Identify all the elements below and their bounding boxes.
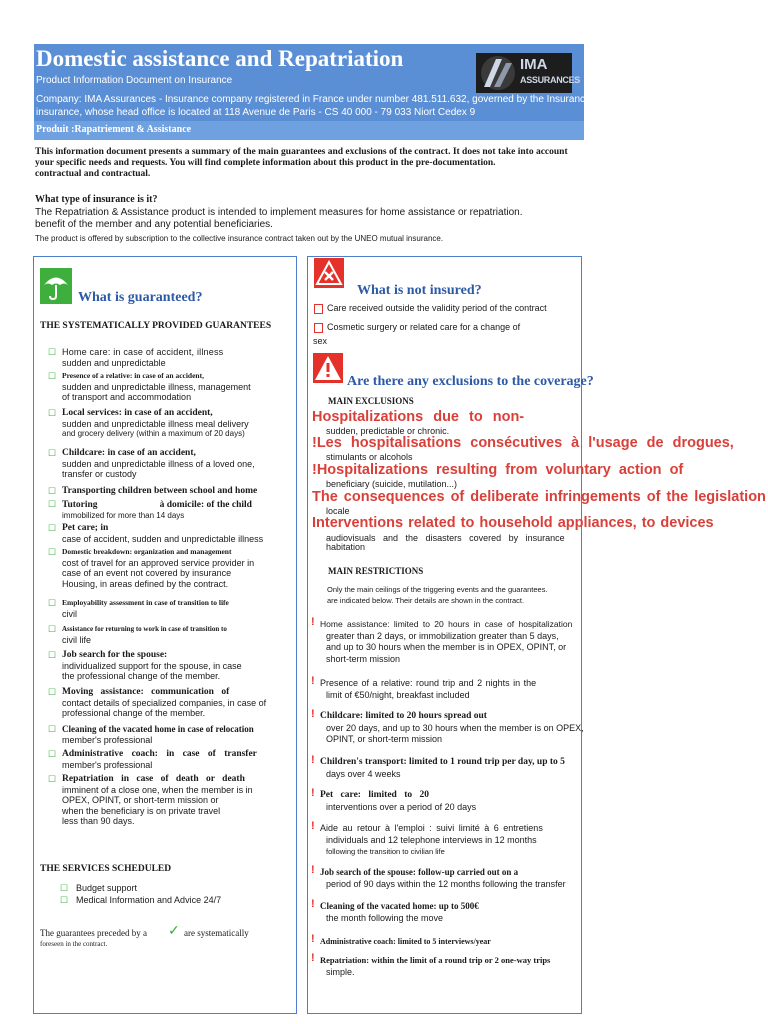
item-line: Housing, in areas defined by the contract. [62, 578, 229, 589]
restriction-item [311, 933, 590, 948]
exclamation-icon: ! [311, 616, 315, 628]
restriction-line: limit of €50/night, breakfast included [326, 689, 470, 700]
guarantee-item [48, 547, 288, 589]
main-exclusions-heading: MAIN EXCLUSIONS [328, 396, 414, 406]
item-line: imminent of a close one, when the member is in [62, 784, 253, 795]
guarantee-item [48, 650, 288, 682]
restriction-line: the month following the move [326, 912, 444, 923]
item-line: member's professional [62, 734, 153, 745]
item-line: Repatriation in case of death or death [62, 774, 245, 784]
restriction-line: individuals and 12 telephone interviews in 12 months [326, 834, 537, 845]
bullet-icon: ☐ [48, 499, 57, 509]
exclusion-heading: Interventions related to household appliances, to devices [312, 515, 714, 531]
restriction-item [311, 820, 590, 858]
bullet-icon: ☐ [48, 486, 57, 496]
restriction-line: OPINT, or short-term mission [326, 734, 443, 744]
exclusion-detail: habitation [326, 542, 366, 552]
product-name: Produit :Rapatriement & Assistance [36, 124, 192, 135]
item-line: sudden and unpredictable illness meal delivery [62, 418, 249, 429]
restriction-item [311, 708, 590, 746]
guarantee-item [48, 486, 288, 497]
answer-line-1: The Repatriation & Assistance product is intended to implement measures for home assistance or repatriation. [35, 207, 523, 218]
intro-paragraph [35, 147, 568, 180]
restriction-item [311, 754, 590, 780]
item-line: and grocery delivery (within a maximum of 20 days) [62, 429, 245, 439]
guarantee-item [48, 347, 288, 368]
ima-logo [476, 53, 581, 93]
insurance-type-question: What type of insurance is it? [35, 194, 158, 205]
main-restrictions-heading: MAIN RESTRICTIONS [328, 566, 424, 576]
restriction-line: Job search of the spouse: follow-up carried out on a [320, 867, 519, 877]
item-line: immobilized for more than 14 days [62, 510, 185, 520]
item-line: Moving assistance: communication of [62, 687, 230, 697]
guarantee-item [48, 624, 288, 645]
exclamation-icon: ! [311, 754, 315, 766]
item-line: transfer or custody [62, 469, 137, 480]
bullet-icon: ☐ [48, 749, 57, 759]
item-label: Cosmetic surgery or related care for a change of [327, 322, 521, 332]
exclamation-icon: ! [311, 952, 315, 964]
item-line: Domestic breakdown: organization and management [62, 547, 232, 556]
not-insured-item [327, 322, 520, 332]
restriction-item [311, 898, 590, 924]
item-label: sex [313, 336, 328, 346]
logo-text: IMA [520, 56, 548, 73]
item-line: Tutoring [62, 500, 98, 510]
item-line: case of an event not covered by insurance [62, 568, 232, 579]
bullet-icon: ☐ [48, 371, 57, 381]
guarantees-section-title: THE SYSTEMATICALLY PROVIDED GUARANTEES [40, 321, 272, 331]
logo-subtext: ASSURANCES [520, 75, 581, 85]
restriction-line: and up to 30 hours when the member is in OPEX, OPINT, or [326, 642, 567, 652]
bullet-icon: ☐ [48, 724, 57, 734]
bullet-icon: ☐ [48, 598, 57, 608]
item-line: less than 90 days. [62, 816, 135, 827]
intro-line: contractual and contractual. [35, 169, 151, 179]
item-line: Administrative coach: in case of transfer [62, 749, 257, 759]
restriction-line: short-term mission [326, 653, 401, 664]
item-line: sudden and unpredictable illness of a loved one, [62, 458, 255, 469]
item-line: sudden and unpredictable illness, management [62, 381, 251, 392]
item-line: professional change of the member. [62, 708, 206, 719]
guarantee-item [48, 523, 288, 544]
item-line: Local services: in case of an accident, [62, 408, 213, 418]
footnote-text: are systematically [184, 928, 249, 938]
answer-line-3: The product is offered by subscription to the collective insurance contract taken out by the UNEO mutual insurance. [35, 234, 444, 243]
exclusion-detail: locale [326, 506, 350, 516]
item-label: Care received outside the validity period of the contract [327, 303, 547, 313]
exclamation-icon: ! [311, 933, 315, 945]
item-line: of transport and accommodation [62, 392, 192, 403]
restriction-line: Home assistance: limited to 20 hours in case of hospitalization [320, 619, 573, 629]
item-line: when the beneficiary is on private travel [62, 805, 221, 816]
bullet-icon: ☐ [48, 547, 57, 557]
restriction-line: Pet care: limited to 20 [320, 790, 429, 800]
intro-line: This information document presents a summary of the main guarantees and exclusions of the contract. It does not take into account [35, 147, 568, 157]
service-item [60, 883, 138, 893]
exclusion-heading: !Les hospitalisations consécutives à l'usage de drogues, [312, 435, 734, 451]
guarantee-item [48, 448, 288, 480]
item-line: Presence of a relative: in case of an accident, [62, 371, 204, 380]
item-line: Pet care; in [62, 523, 109, 533]
restriction-item [311, 675, 590, 701]
checkbox-icon [314, 304, 323, 314]
restrictions-note: Only the main ceilings of the triggering events and the guarantees. [327, 585, 548, 594]
intro-line: your specific needs and requests. You will find complete information about this product in the pre-documentation. [35, 158, 496, 168]
restriction-line: Childcare: limited to 20 hours spread out [320, 711, 487, 721]
bullet-icon: ☐ [60, 883, 69, 893]
restriction-item [311, 952, 590, 978]
guarantee-item [48, 499, 288, 521]
restriction-line: Presence of a relative: round trip and 2 nights in the [320, 678, 537, 688]
item-line: à domicile: of the child [159, 500, 252, 510]
item-line: individualized support for the spouse, in case [62, 660, 242, 671]
bullet-icon: ☐ [48, 687, 57, 697]
footnote-text: foreseen in the contract. [40, 940, 108, 948]
item-line: member's professional [62, 759, 153, 770]
warning-triangle-icon [313, 353, 343, 383]
not-insured-title: What is not insured? [357, 283, 482, 298]
checkmark-icon: ✓ [168, 922, 180, 938]
restriction-item [311, 787, 590, 813]
restriction-item [311, 864, 590, 890]
service-item [60, 895, 222, 905]
bullet-icon: ☐ [48, 774, 57, 784]
item-line: Childcare: in case of an accident, [62, 448, 196, 458]
not-insured-item [327, 303, 547, 313]
restriction-line: interventions over a period of 20 days [326, 801, 477, 812]
item-line: sudden and unpredictable [62, 357, 166, 368]
exclusion-detail: sudden, predictable or chronic. [326, 426, 450, 436]
item-line: Assistance for returning to work in case of transition to [62, 625, 227, 633]
restriction-line: period of 90 days within the 12 months following the transfer [326, 878, 566, 889]
restriction-line: greater than 2 days, or immobilization greater than 5 days, [326, 630, 559, 641]
item-line: the professional change of the member. [62, 671, 221, 682]
answer-line-2: benefit of the member and any potential beneficiaries. [35, 218, 273, 230]
restriction-line: simple. [326, 966, 355, 977]
item-line: Employability assessment in case of transition to life [62, 598, 229, 607]
bullet-icon: ☐ [48, 650, 57, 660]
exclusions-title: Are there any exclusions to the coverage? [347, 374, 594, 389]
guarantee-item [48, 724, 288, 745]
exclusion-detail: beneficiary (suicide, mutilation...) [326, 479, 458, 489]
restriction-line: days over 4 weeks [326, 768, 401, 779]
guarantee-item [48, 598, 288, 619]
guarantee-item [48, 687, 288, 719]
item-line: OPEX, OPINT, or short-term mission or [62, 795, 219, 806]
item-line: Home care: in case of accident, illness [62, 347, 224, 357]
restriction-item [311, 616, 590, 665]
page-title: Domestic assistance and Repatriation [36, 46, 404, 71]
exclamation-icon: ! [311, 675, 315, 687]
company-info [36, 93, 620, 119]
bullet-icon: ☐ [48, 347, 57, 357]
company-line-1: Company: IMA Assurances - Insurance company registered in France under number 481.511.632, governed by the Insurance Code. [36, 94, 621, 105]
restriction-line: Repatriation: within the limit of a round trip or 2 one-way trips [320, 955, 551, 965]
footnote-text: The guarantees preceded by a [40, 928, 147, 938]
item-line: contact details of specialized companies, in case of [62, 697, 267, 708]
bullet-icon: ☐ [48, 624, 57, 634]
bullet-icon: ☐ [48, 408, 57, 418]
item-line: Cleaning of the vacated home in case of relocation [62, 724, 254, 734]
exclamation-icon: ! [311, 708, 315, 720]
exclamation-icon: ! [311, 787, 315, 799]
restrictions-note: are indicated below. Their details are shown in the contract. [327, 596, 525, 605]
exclusion-detail: stimulants or alcohols [326, 452, 413, 462]
guaranteed-title: What is guaranteed? [78, 290, 203, 305]
services-title: THE SERVICES SCHEDULED [40, 864, 172, 874]
restriction-line: Children's transport: limited to 1 round trip per day, up to 5 [320, 757, 565, 767]
bullet-icon: ☐ [48, 448, 57, 458]
bullet-icon: ☐ [48, 523, 57, 533]
item-line: civil [62, 608, 77, 619]
exclusion-heading: Hospitalizations due to non- [312, 409, 525, 425]
item-line: civil life [62, 634, 92, 645]
item-line: case of accident, sudden and unpredictable illness [62, 533, 264, 544]
guarantee-item [48, 749, 288, 770]
exclamation-icon: ! [311, 898, 315, 910]
bullet-icon: ☐ [60, 895, 69, 905]
page-subtitle: Product Information Document on Insurance [36, 75, 233, 86]
restriction-line: Administrative coach: limited to 5 interviews/year [320, 937, 491, 946]
company-line-2: insurance, whose head office is located at 118 Avenue de Paris - CS 40 000 - 79 033 Niort Cedex 9 [36, 107, 476, 118]
exclusion-heading: !Hospitalizations resulting from voluntary action of [312, 462, 684, 478]
service-label: Budget support [76, 883, 138, 893]
item-line: Job search for the spouse: [62, 650, 168, 660]
item-line: cost of travel for an approved service provider in [62, 557, 255, 568]
restriction-line: following the transition to civilian life [326, 847, 445, 856]
guarantee-item [48, 408, 288, 440]
umbrella-icon [40, 268, 72, 304]
restriction-line: Cleaning of the vacated home: up to 500€ [320, 901, 479, 911]
insurance-type-answer [35, 207, 555, 230]
guarantee-item [48, 774, 288, 827]
guarantee-item [48, 371, 288, 403]
service-label: Medical Information and Advice 24/7 [76, 895, 222, 905]
exclamation-icon: ! [311, 864, 315, 876]
x-warning-icon [314, 258, 344, 288]
exclusion-heading: The consequences of deliberate infringements of the legislation [312, 489, 766, 505]
exclusion-detail: audiovisuals and the disasters covered by insurance [326, 533, 565, 543]
restriction-line: over 20 days, and up to 30 hours when the member is on OPEX, [326, 722, 584, 733]
checkbox-icon [314, 323, 323, 333]
restriction-line: Aide au retour à l'emploi : suivi limité à 6 entretiens [320, 823, 543, 833]
item-line: Transporting children between school and home [62, 486, 258, 496]
exclamation-icon: ! [311, 820, 315, 832]
